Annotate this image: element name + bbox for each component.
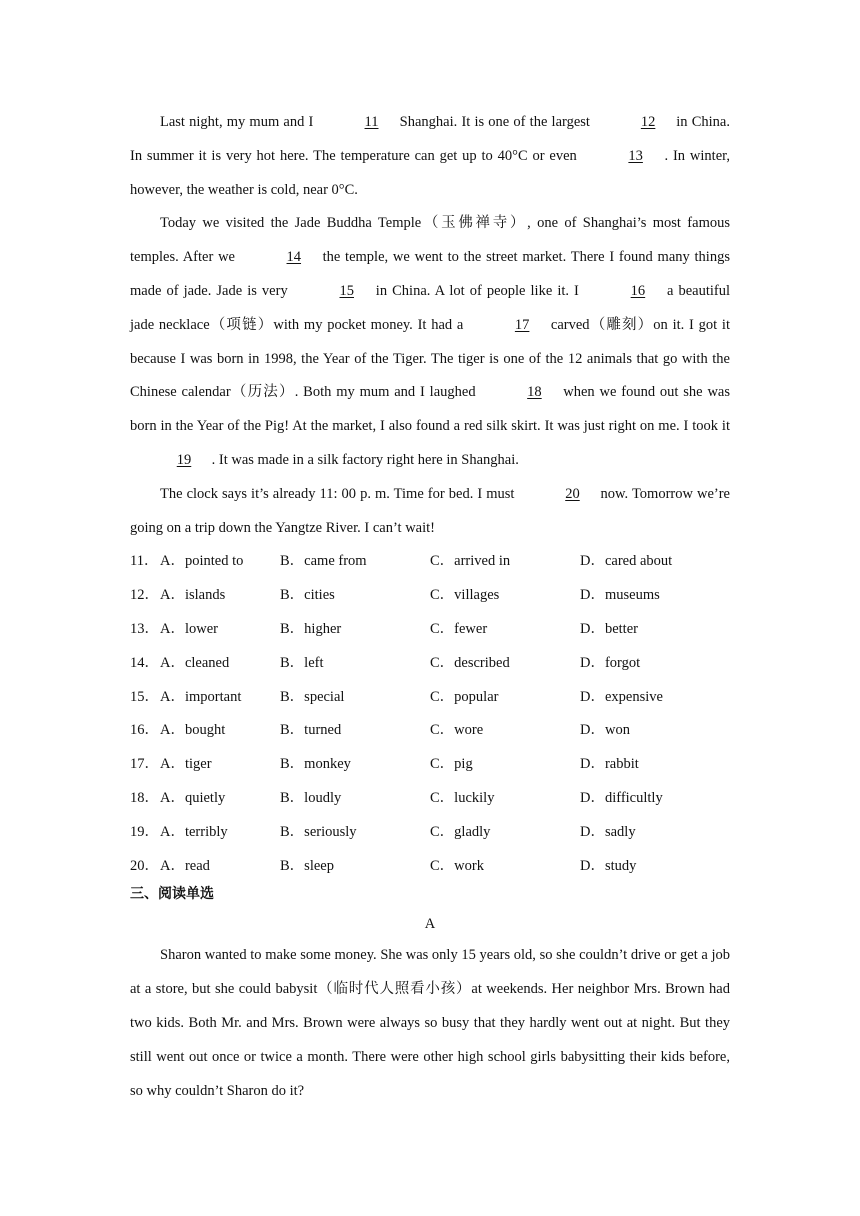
option-c: C．fewer	[430, 620, 488, 637]
text-run: Shanghai. It is one of the largest	[395, 114, 595, 130]
option-b: B．came from	[280, 553, 367, 570]
option-d: D．won	[580, 722, 630, 739]
option-d: D．better	[580, 620, 638, 637]
option-a: A．islands	[160, 587, 226, 604]
question-number: 16．	[130, 722, 159, 739]
option-b: B．special	[280, 688, 345, 705]
blank-11: 11	[364, 114, 379, 130]
option-d: D．cared about	[580, 553, 673, 570]
option-d: D．sadly	[580, 823, 636, 840]
text-run: now. Tomorrow we’re going on a trip down the Yangtze River. I can’t wait!	[130, 485, 730, 536]
text-run: Last night, my mum and I	[160, 114, 318, 130]
option-b: B．cities	[280, 587, 335, 604]
option-a: A．terribly	[160, 823, 228, 840]
option-a: A．cleaned	[160, 654, 230, 671]
document-page	[130, 106, 730, 1108]
option-d: D．forgot	[580, 654, 641, 671]
text-run: . In winter, however, the weather is cold, near 0°C.	[130, 147, 730, 198]
question-number: 13．	[130, 620, 159, 637]
option-a: A．pointed to	[160, 553, 244, 570]
text-run: when we found out she was born in the Year of the Pig! At the market, I also found a red silk skirt. It was just right on me. I took it	[130, 384, 731, 435]
question-number: 19．	[130, 823, 159, 840]
question-row	[130, 714, 730, 748]
text-run: carved（雕刻）on it. I got it because I was born in 1998, the Year of the Tiger. The tiger is one of the 12 animals that go with the Chinese calendar（历法）. Both my mum and I laughed	[130, 316, 730, 401]
option-b: B．seriously	[280, 823, 357, 840]
blank-19: 19	[176, 451, 192, 468]
question-row	[130, 579, 730, 613]
question-number: 18．	[130, 789, 159, 806]
option-c: C．villages	[430, 587, 500, 604]
option-c: C．luckily	[430, 789, 495, 806]
blank-12: 12	[640, 114, 656, 130]
option-a: A．lower	[160, 620, 218, 637]
question-options	[130, 545, 730, 883]
option-c: C．wore	[430, 722, 484, 739]
text-run: in China. A lot of people like it. I	[370, 282, 584, 299]
text-run: . It was made in a silk factory right here in Shanghai.	[208, 451, 519, 468]
text-run: The clock says it’s already 11: 00 p. m. Time for bed. I must	[160, 485, 519, 502]
option-d: D．study	[580, 857, 637, 874]
option-c: C．work	[430, 857, 484, 874]
question-row	[130, 613, 730, 647]
option-c: C．pig	[430, 756, 473, 773]
option-a: A．bought	[160, 722, 226, 739]
text-run: Today we visited the Jade Buddha Temple（玉佛禅寺）, one of Shanghai’s most famous temples. After we	[130, 215, 730, 266]
option-d: D．museums	[580, 587, 660, 604]
option-b: B．higher	[280, 620, 342, 637]
option-d: D．expensive	[580, 688, 663, 705]
question-number: 11．	[130, 553, 159, 570]
option-a: A．tiger	[160, 756, 212, 773]
option-b: B．left	[280, 654, 324, 671]
option-b: B．loudly	[280, 789, 342, 806]
question-number: 14．	[130, 654, 159, 671]
option-c: C．described	[430, 654, 510, 671]
question-row	[130, 816, 730, 850]
question-row	[130, 748, 730, 782]
option-c: C．gladly	[430, 823, 491, 840]
option-a: A．read	[160, 857, 210, 874]
question-number: 12．	[130, 587, 159, 604]
option-c: C．popular	[430, 688, 499, 705]
option-c: C．arrived in	[430, 553, 511, 570]
cloze-paragraph-3	[130, 478, 730, 546]
question-row	[130, 782, 730, 816]
question-number: 20．	[130, 857, 159, 874]
section-heading: 三、阅读单选	[130, 886, 214, 903]
option-d: D．difficultly	[580, 789, 663, 806]
cloze-paragraph-2	[130, 207, 730, 477]
question-row	[130, 850, 730, 884]
blank-13: 13	[628, 147, 643, 164]
text-run: the temple, we went to the street market. There I found many things made of jade. Jade is very	[130, 249, 730, 299]
question-number: 17．	[130, 756, 159, 773]
option-d: D．rabbit	[580, 756, 639, 773]
reading-passage-paragraph: Sharon wanted to make some money. She was only 15 years old, so she couldn’t drive or get a job at a store, but she could babysit（临时代人照看小孩）at weekends. Her neighbor Mrs. Brown had two kids. Both Mr. and Mrs. Brown were always so busy that they hardly went out at night. But they still went out once or twice a month. There were other high school girls babysitting their kids before, so why couldn’t Sharon do it?	[130, 947, 730, 1099]
blank-14: 14	[286, 249, 302, 266]
question-number: 15．	[130, 688, 159, 705]
blank-15: 15	[339, 282, 354, 299]
option-a: A．important	[160, 688, 242, 705]
question-row	[130, 545, 730, 579]
cloze-paragraph-1	[130, 106, 730, 207]
blank-20: 20	[565, 485, 580, 502]
text-run: a beautiful jade necklace（项链）with my pocket money. It had a	[130, 282, 730, 333]
text-run: in China. In summer it is very hot here. The temperature can get up to 40°C or even	[130, 114, 730, 164]
passage-label: A	[424, 916, 436, 933]
question-row	[130, 647, 730, 681]
question-row	[130, 681, 730, 715]
blank-17: 17	[514, 316, 530, 333]
option-a: A．quietly	[160, 789, 226, 806]
blank-18: 18	[527, 384, 542, 401]
option-b: B．monkey	[280, 756, 351, 773]
blank-16: 16	[630, 282, 646, 299]
option-b: B．turned	[280, 722, 342, 739]
option-b: B．sleep	[280, 857, 334, 874]
